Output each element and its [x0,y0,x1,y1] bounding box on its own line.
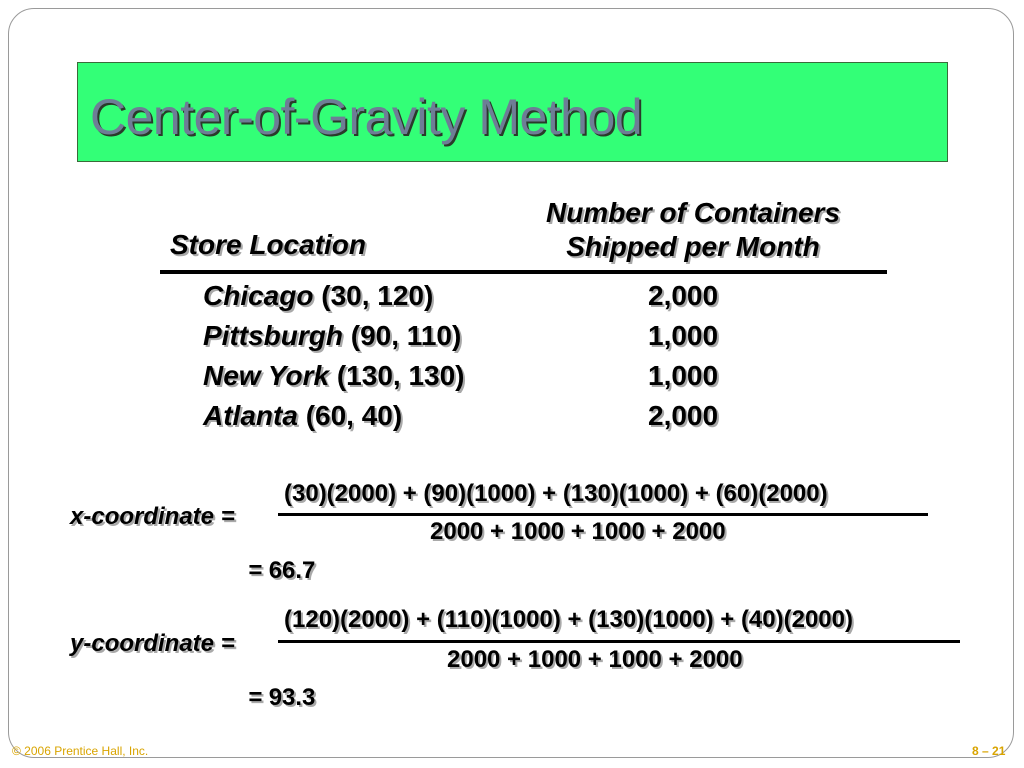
city-name: New York [203,360,330,391]
containers-value: 2,000 [648,400,719,431]
x-coordinate-label [70,503,235,531]
location-header: Store Location [170,229,367,260]
containers-value: 2,000 [648,280,719,311]
containers-value: 1,000 [648,320,719,351]
city-name: Atlanta [203,400,298,431]
city-name: Pittsburgh [203,320,343,351]
city-coords: (130, 130) [336,360,465,391]
x-denominator: 2000 + 1000 + 1000 + 2000 [430,518,726,545]
y-denominator: 2000 + 1000 + 1000 + 2000 [447,646,743,673]
slide-title: Center-of-Gravity Method [90,89,643,145]
table-row-pittsburgh [203,320,461,352]
containers-header-line2: Shipped per Month [566,231,820,262]
x-result [248,557,315,585]
city-coords: (90, 110) [350,320,462,351]
city-coords: (60, 40) [305,400,403,431]
x-numerator: (30)(2000) + (90)(1000) + (130)(1000) + (60)(2000) [284,480,828,507]
city-name: Chicago [203,280,314,311]
y-result-equals: = [248,684,263,711]
y-label-text: y-coordinate [70,630,215,657]
y-equals-sign: = [220,630,235,657]
table-row-new-york [203,360,464,392]
header-rule [160,270,887,274]
containers-value: 1,000 [648,360,719,391]
x-result-value: 66.7 [268,557,316,584]
y-result [248,684,315,712]
x-fraction-bar [278,513,928,516]
containers-header-line1: Number of Containers [545,197,841,228]
table-row-chicago [203,280,433,312]
containers-header [470,196,916,264]
x-result-equals: = [248,557,263,584]
slide-number: 8 – 21 [972,744,1006,758]
table-row-atlanta [203,400,402,432]
y-fraction-bar [278,640,960,643]
city-coords: (30, 120) [321,280,434,311]
y-coordinate-label [70,630,235,658]
copyright-footer: © 2006 Prentice Hall, Inc. [12,744,149,758]
x-equals-sign: = [220,503,235,530]
y-result-value: 93.3 [268,684,316,711]
y-numerator: (120)(2000) + (110)(1000) + (130)(1000) + (40)(2000) [284,606,853,633]
x-label-text: x-coordinate [70,503,215,530]
